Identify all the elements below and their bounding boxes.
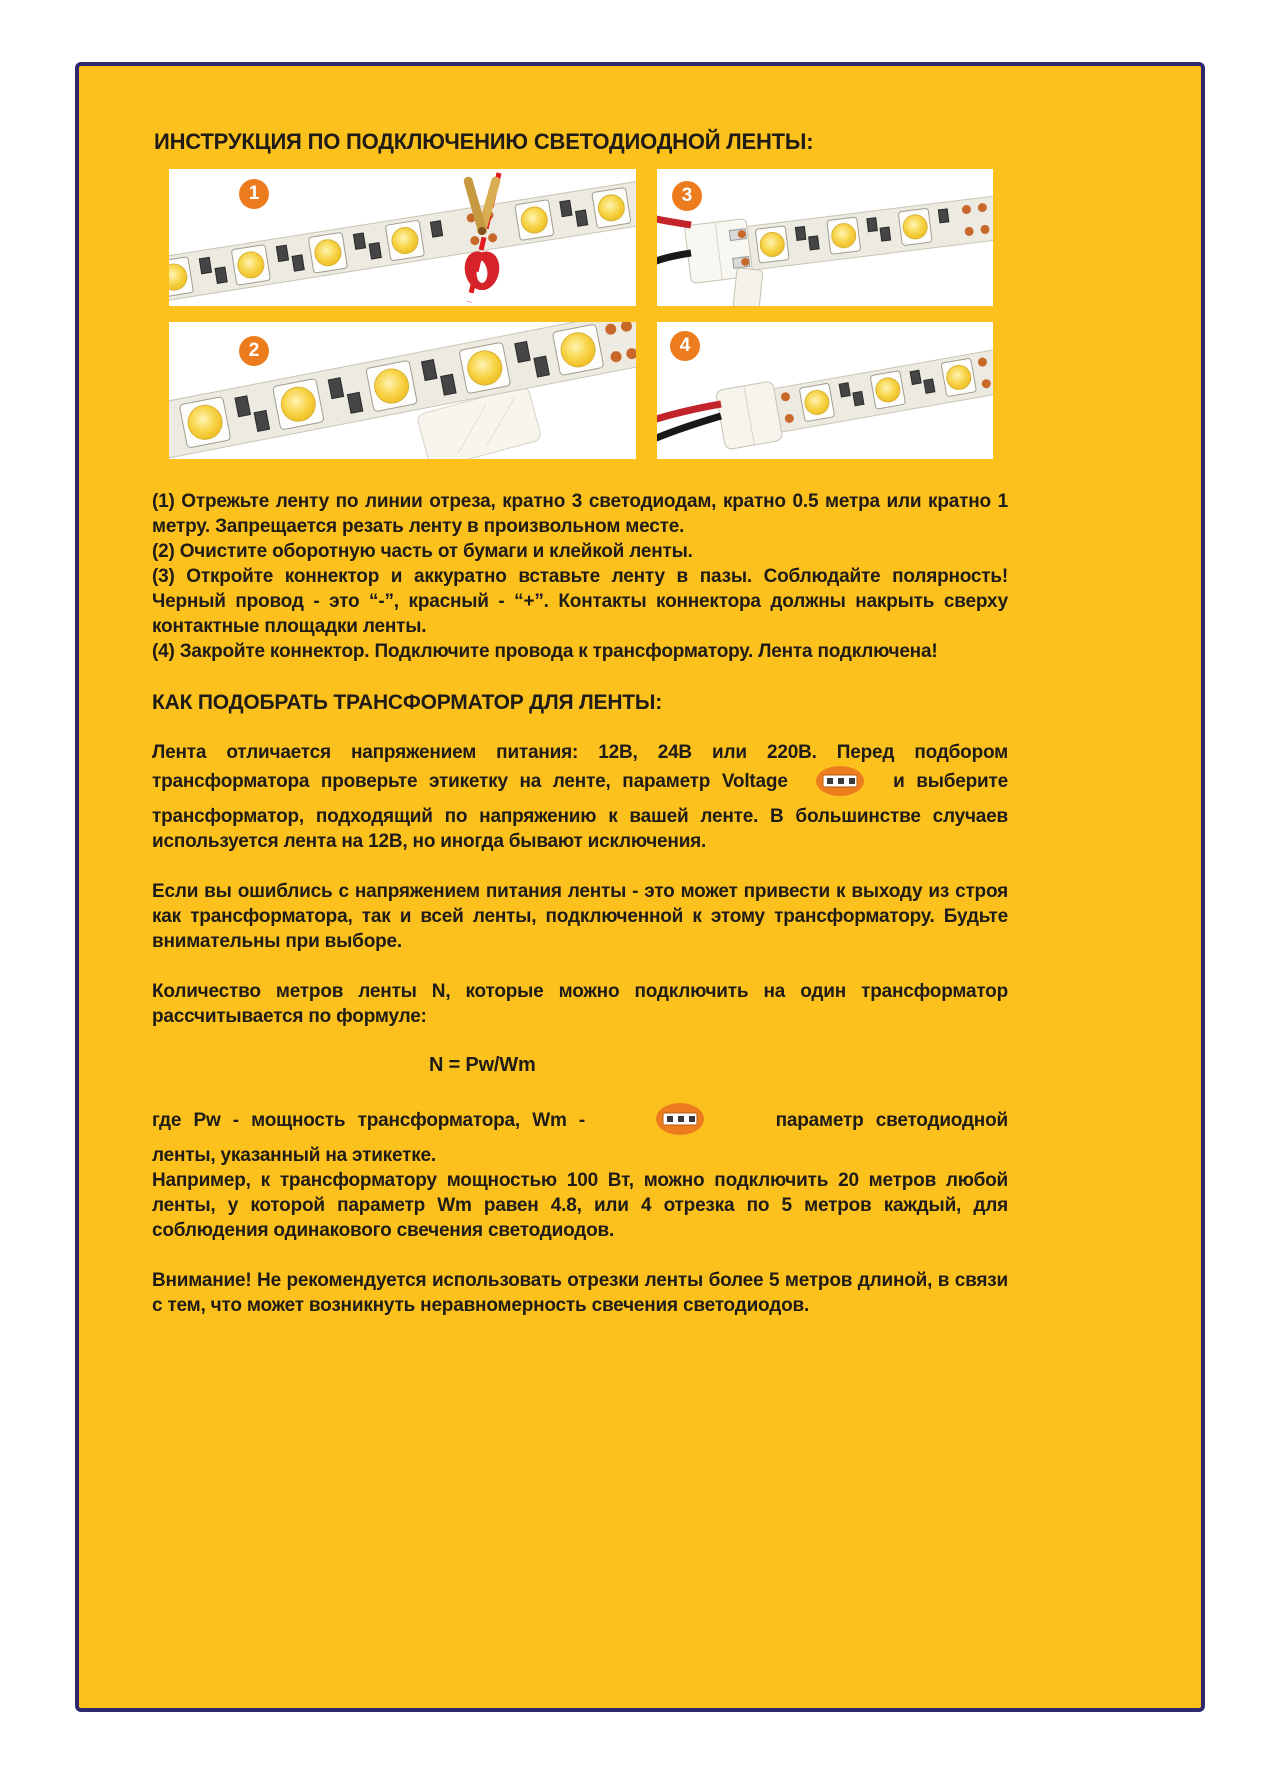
formula: N = Pw/Wm xyxy=(429,1054,536,1076)
wm-paragraph-after: параметр светодиодной ленты, указанный на этикетке. xyxy=(152,1110,1008,1166)
meters-formula-intro-paragraph: Количество метров ленты N, которые можно подключить на один трансформатор рассчитывается по формуле: xyxy=(152,981,1008,1027)
step-3-text: (3) Откройте коннектор и аккуратно вставьте ленту в пазы. Соблюдайте полярность! Черный провод - это “-”, красный - “+”. Контакты коннектора должны накрыть сверху контактные площадки ленты. xyxy=(152,566,1008,637)
figure-grid xyxy=(169,169,1008,459)
voltage-paragraph-after: и выберите трансформатор, подходящий по напряжению к вашей ленте. В большинстве случаев используется лента на 12В, но иногда бывают исключения. xyxy=(152,771,1008,852)
formula-explanation-block xyxy=(152,1102,1008,1243)
voltage-paragraph-before: Лента отличается напряжением питания: 12В, 24В или 220В. Перед подбором трансформатора проверьте этикетку на ленте, параметр Voltage xyxy=(152,742,1008,792)
step-number-badge: 3 xyxy=(672,181,702,211)
step-2-text: (2) Очистите оборотную часть от бумаги и клейкой ленты. xyxy=(152,541,693,562)
red-wire xyxy=(657,217,691,225)
attention-paragraph: Внимание! Не рекомендуется использовать отрезки ленты более 5 метров длиной, в связи с тем, что может возникнуть неравномерность свечения светодиодов. xyxy=(152,1270,1008,1316)
example-paragraph: Например, к трансформатору мощностью 100 Вт, можно подключить 20 метров любой ленты, у которой параметр Wm равен 4.8, или 4 отрезка по 5 метров каждый, для соблюдения одинакового свечения светодиодов. xyxy=(152,1170,1008,1241)
figure-closed-connector xyxy=(657,322,993,459)
led-strip xyxy=(715,332,993,450)
connector-clasp xyxy=(733,268,763,306)
main-title: ИНСТРУКЦИЯ ПО ПОДКЛЮЧЕНИЮ СВЕТОДИОДНОЙ ЛЕНТЫ: xyxy=(154,129,814,154)
figure-peel-backing xyxy=(169,322,636,459)
adhesive-backing-photo xyxy=(169,322,636,459)
strip-label-icon xyxy=(655,1102,705,1143)
black-wire xyxy=(657,253,691,265)
step-4-text: (4) Закройте коннектор. Подключите провода к трансформатору. Лента подключена! xyxy=(152,641,938,662)
voltage-paragraph xyxy=(152,740,1008,854)
led-strip xyxy=(684,182,993,284)
instruction-sheet xyxy=(75,62,1205,1712)
connection-steps xyxy=(152,489,1008,664)
figure-open-connector xyxy=(657,169,993,306)
led-strip xyxy=(169,322,636,459)
wm-paragraph xyxy=(152,1102,1008,1168)
transformer-section-title: КАК ПОДОБРАТЬ ТРАНСФОРМАТОР ДЛЯ ЛЕНТЫ: xyxy=(152,691,663,714)
black-wire xyxy=(657,416,721,442)
step-1-text: (1) Отрежьте ленту по линии отреза, кратно 3 светодиодам, кратно 0.5 метра или кратно 1 метру. Запрещается резать ленту в произвольном месте. xyxy=(152,491,1008,537)
strip-label-icon xyxy=(815,765,865,804)
step-number-badge: 2 xyxy=(239,336,269,366)
connector-closed xyxy=(715,381,783,450)
closed-connector-photo xyxy=(657,322,993,459)
warning-wrong-voltage-paragraph: Если вы ошиблись с напряжением питания ленты - это может привести к выходу из строя как трансформатора, так и всей ленты, подключенной к этому трансформатору. Будьте внимательны при выборе. xyxy=(152,881,1008,952)
open-connector-photo xyxy=(657,169,993,306)
wm-paragraph-before: где Pw - мощность трансформатора, Wm - xyxy=(152,1110,586,1131)
figure-cut-strip xyxy=(169,169,636,306)
step-number-badge: 1 xyxy=(239,179,269,209)
step-number-badge: 4 xyxy=(670,331,700,361)
